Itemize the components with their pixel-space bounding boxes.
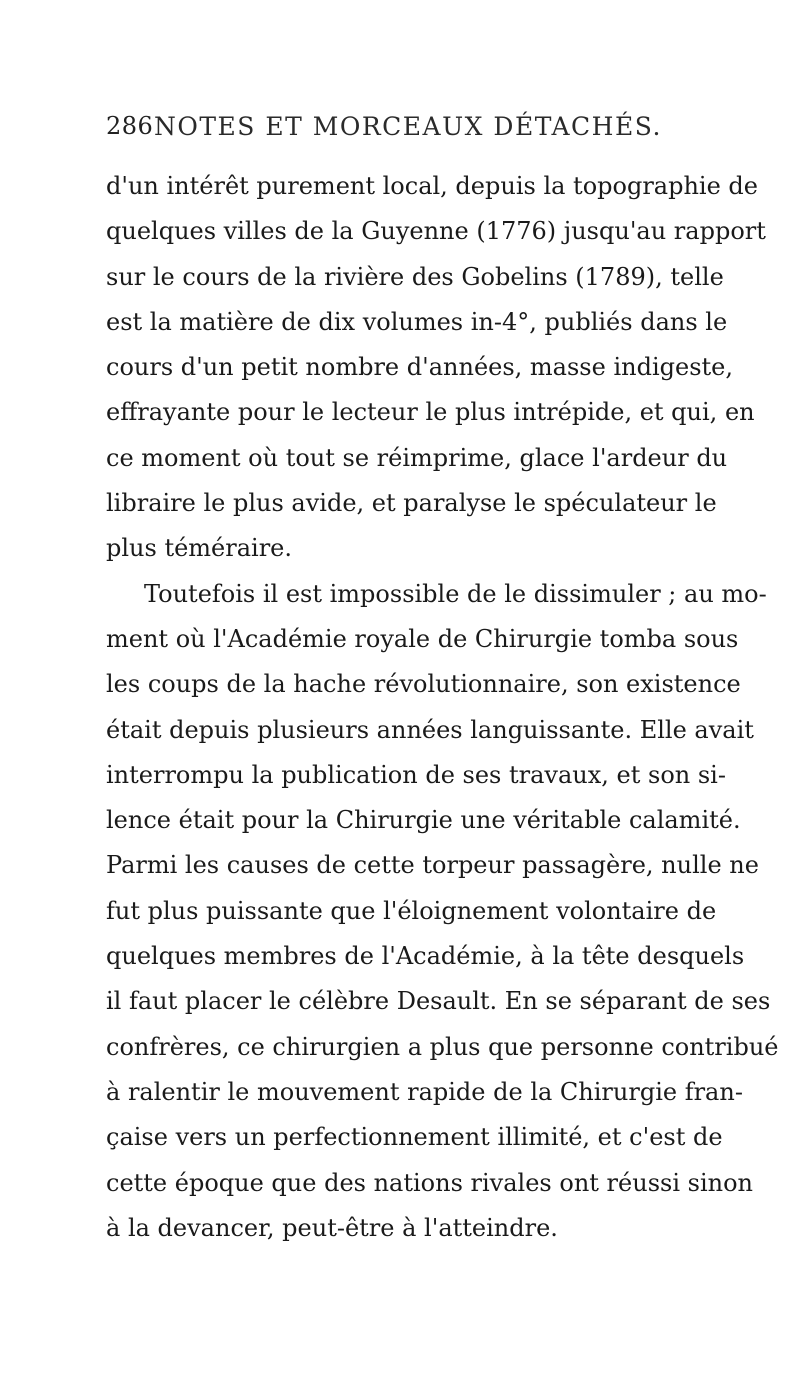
text-line: lence était pour la Chirurgie une véritable calamité. xyxy=(106,806,741,835)
text-line: plus téméraire. xyxy=(106,534,293,563)
text-line: Parmi les causes de cette torpeur passagère, nulle ne xyxy=(106,851,759,880)
running-head: NOTES ET MORCEAUX DÉTACHÉS. xyxy=(154,112,662,141)
text-line: Toutefois il est impossible de le dissimuler ; au mo- xyxy=(144,579,767,608)
text-line: sur le cours de la rivière des Gobelins (1789), telle xyxy=(106,262,724,291)
text-line: cette époque que des nations rivales ont réussi sinon xyxy=(106,1168,753,1197)
text-line: à ralentir le mouvement rapide de la Chirurgie fran- xyxy=(106,1077,743,1106)
text-line: interrompu la publication de ses travaux, et son si- xyxy=(106,760,726,789)
text-line: fut plus puissante que l'éloignement volontaire de xyxy=(106,896,717,925)
text-line: libraire le plus avide, et paralyse le spéculateur le xyxy=(106,489,717,518)
body-text xyxy=(106,164,779,1251)
text-line: est la matière de dix volumes in-4°, publiés dans le xyxy=(106,307,728,336)
text-line: quelques villes de la Guyenne (1776) jusqu'au rapport xyxy=(106,217,766,246)
text-line: il faut placer le célèbre Desault. En se séparant de ses xyxy=(106,987,771,1016)
page-header xyxy=(106,112,726,148)
text-line: ment où l'Académie royale de Chirurgie tomba sous xyxy=(106,624,739,653)
text-line: çaise vers un perfectionnement illimité, et c'est de xyxy=(106,1123,723,1152)
page-number: 286 xyxy=(106,112,154,140)
text-line: à la devancer, peut-être à l'atteindre. xyxy=(106,1213,558,1242)
text-line: ce moment où tout se réimprime, glace l'ardeur du xyxy=(106,443,728,472)
paragraph-1 xyxy=(106,164,766,572)
text-line: effrayante pour le lecteur le plus intrépide, et qui, en xyxy=(106,398,755,427)
text-line: cours d'un petit nombre d'années, masse indigeste, xyxy=(106,353,733,382)
paragraph-2 xyxy=(106,572,779,1251)
text-line: quelques membres de l'Académie, à la tête desquels xyxy=(106,942,745,971)
text-line: était depuis plusieurs années languissante. Elle avait xyxy=(106,715,754,744)
text-line: les coups de la hache révolutionnaire, son existence xyxy=(106,670,741,699)
text-line: confrères, ce chirurgien a plus que personne contribué xyxy=(106,1032,779,1061)
text-line: d'un intérêt purement local, depuis la topographie de xyxy=(106,172,758,200)
